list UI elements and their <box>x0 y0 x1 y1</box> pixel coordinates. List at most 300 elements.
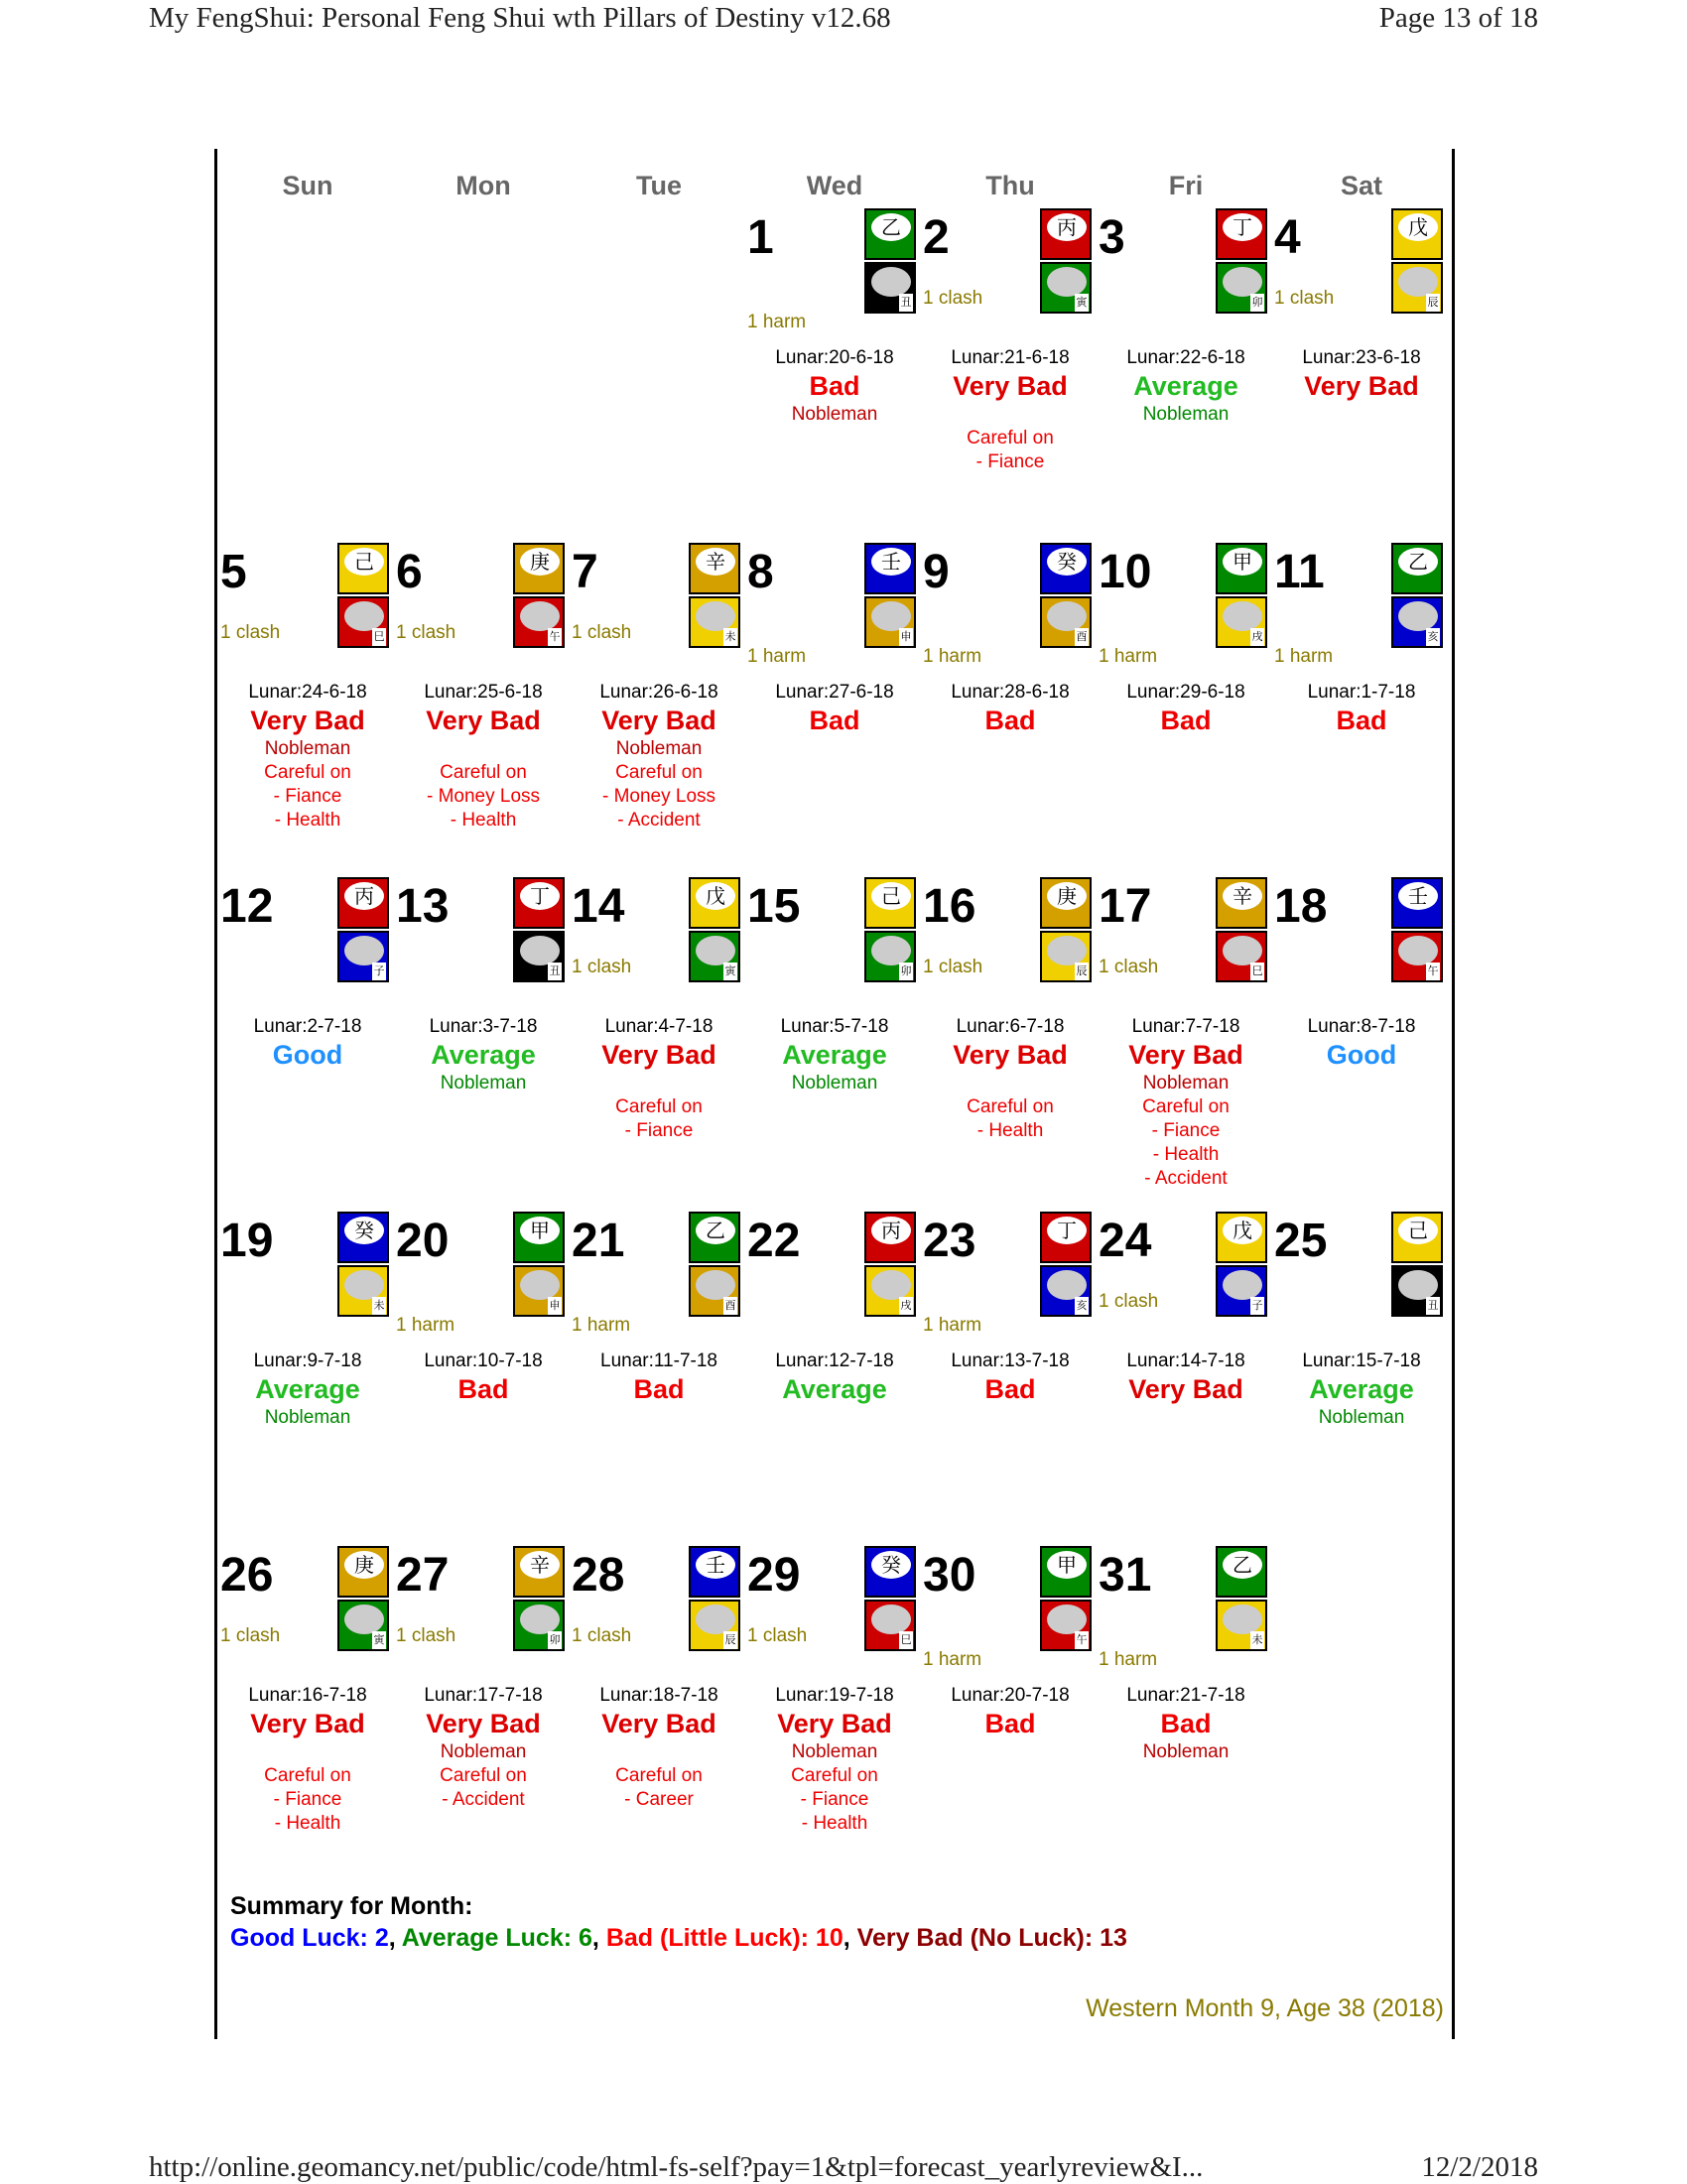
day-cell <box>572 1546 746 1873</box>
zodiac-animal-icon <box>871 601 911 631</box>
pillar-badge-icon <box>689 877 740 984</box>
lunar-date: Lunar:10-7-18 <box>424 1350 543 1371</box>
lunar-date: Lunar:1-7-18 <box>1307 682 1416 703</box>
earthly-branch-icon <box>864 1265 916 1317</box>
heavenly-stem-icon <box>1040 543 1092 594</box>
lunar-date: Lunar:26-6-18 <box>599 682 718 703</box>
nobleman-label: Nobleman <box>440 1073 527 1093</box>
lunar-date: Lunar:24-6-18 <box>248 682 367 703</box>
day-cell <box>396 1212 571 1539</box>
lunar-date: Lunar:27-6-18 <box>775 682 894 703</box>
heavenly-stem-icon <box>689 1546 740 1598</box>
day-details <box>572 1740 746 1812</box>
heavenly-stem-icon <box>513 1212 565 1263</box>
day-rating: Bad <box>809 371 860 401</box>
stem-char: 丁 <box>1223 213 1262 241</box>
day-rating: Average <box>255 1374 360 1404</box>
weekday-tue: Tue <box>636 171 682 200</box>
zodiac-animal-icon <box>1398 936 1438 965</box>
branch-char: 亥 <box>1426 628 1440 646</box>
day-cell <box>1099 1546 1273 1873</box>
day-details <box>572 737 746 833</box>
lunar-date: Lunar:18-7-18 <box>599 1685 718 1706</box>
pillar-badge-icon <box>864 1546 916 1653</box>
day-rating: Very Bad <box>250 1709 365 1738</box>
pillar-badge-icon <box>1391 877 1443 984</box>
day-note: 1 clash <box>1099 957 1159 977</box>
nobleman-label: Nobleman <box>1142 1741 1230 1762</box>
earthly-branch-icon <box>1216 262 1267 314</box>
stem-char: 甲 <box>1047 1551 1087 1579</box>
day-cell <box>572 877 746 1205</box>
lunar-date: Lunar:23-6-18 <box>1302 347 1421 368</box>
pillar-badge-icon <box>864 543 916 650</box>
careful-item: - Fiance <box>800 1789 869 1810</box>
lunar-date: Lunar:15-7-18 <box>1302 1350 1421 1371</box>
day-number: 28 <box>572 1549 625 1602</box>
stem-char: 乙 <box>696 1217 735 1244</box>
zodiac-animal-icon <box>1047 1270 1087 1300</box>
branch-char: 辰 <box>723 1631 737 1649</box>
day-cell <box>220 877 395 1205</box>
zodiac-animal-icon <box>344 1270 384 1300</box>
lunar-date: Lunar:14-7-18 <box>1126 1350 1245 1371</box>
day-number: 7 <box>572 546 598 598</box>
day-number: 12 <box>220 880 274 933</box>
careful-item: - Health <box>274 1813 341 1834</box>
day-rating: Average <box>1133 371 1238 401</box>
day-details <box>923 1072 1098 1143</box>
branch-char: 丑 <box>1426 1297 1440 1315</box>
branch-char: 卯 <box>1250 294 1264 312</box>
lunar-date: Lunar:29-6-18 <box>1126 682 1245 703</box>
branch-char: 辰 <box>1426 294 1440 312</box>
day-rating: Very Bad <box>601 1040 716 1070</box>
branch-char: 午 <box>548 628 562 646</box>
pillar-badge-icon <box>689 1212 740 1319</box>
heavenly-stem-icon <box>864 208 916 260</box>
earthly-branch-icon <box>864 931 916 982</box>
careful-item: - Health <box>450 810 517 831</box>
heavenly-stem-icon <box>1391 543 1443 594</box>
weekday-thu: Thu <box>985 171 1035 200</box>
earthly-branch-icon <box>864 262 916 314</box>
careful-item: - Fiance <box>624 1120 694 1141</box>
day-note: 1 clash <box>396 1625 456 1646</box>
lunar-date: Lunar:8-7-18 <box>1307 1016 1416 1037</box>
careful-on-label: Careful on <box>615 1096 703 1117</box>
day-number: 18 <box>1274 880 1328 933</box>
earthly-branch-icon <box>1040 262 1092 314</box>
day-cell <box>923 1546 1098 1873</box>
branch-char: 卯 <box>899 963 913 980</box>
day-details <box>1274 1406 1449 1430</box>
stem-char: 戊 <box>1398 213 1438 241</box>
stem-char: 壬 <box>696 1551 735 1579</box>
branch-char: 卯 <box>548 1631 562 1649</box>
day-rating: Bad <box>984 1374 1036 1404</box>
earthly-branch-icon <box>513 931 565 982</box>
day-number: 19 <box>220 1215 274 1267</box>
month-summary <box>230 1890 1127 1954</box>
branch-char: 寅 <box>372 1631 386 1649</box>
day-number: 16 <box>923 880 976 933</box>
day-rating: Very Bad <box>601 1709 716 1738</box>
day-rating: Good <box>272 1040 343 1070</box>
day-rating: Very Bad <box>601 706 716 735</box>
branch-char: 未 <box>1250 1631 1264 1649</box>
day-note: 1 clash <box>396 622 456 643</box>
lunar-date: Lunar:5-7-18 <box>780 1016 889 1037</box>
branch-char: 寅 <box>723 963 737 980</box>
pillar-badge-icon <box>1216 208 1267 316</box>
branch-char: 巳 <box>899 1631 913 1649</box>
earthly-branch-icon <box>513 596 565 648</box>
nobleman-label: Nobleman <box>1142 404 1230 425</box>
earthly-branch-icon <box>1216 1265 1267 1317</box>
heavenly-stem-icon <box>864 1212 916 1263</box>
heavenly-stem-icon <box>337 877 389 929</box>
stem-char: 己 <box>1398 1217 1438 1244</box>
earthly-branch-icon <box>1040 1265 1092 1317</box>
branch-char: 巳 <box>1250 963 1264 980</box>
day-number: 27 <box>396 1549 450 1602</box>
branch-char: 寅 <box>1075 294 1089 312</box>
day-rating: Bad <box>1160 706 1212 735</box>
weekday-sat: Sat <box>1340 171 1383 200</box>
zodiac-animal-icon <box>696 1270 735 1300</box>
day-note: 1 clash <box>220 622 281 643</box>
lunar-date: Lunar:9-7-18 <box>253 1350 362 1371</box>
pillar-badge-icon <box>864 877 916 984</box>
earthly-branch-icon <box>1216 596 1267 648</box>
careful-item: - Fiance <box>1151 1120 1221 1141</box>
stem-char: 丙 <box>1047 213 1087 241</box>
day-details <box>220 737 395 833</box>
day-rating: Very Bad <box>426 706 541 735</box>
day-cell <box>923 208 1098 536</box>
earthly-branch-icon <box>1391 596 1443 648</box>
stem-char: 癸 <box>344 1217 384 1244</box>
day-cell <box>572 543 746 870</box>
zodiac-animal-icon <box>520 1605 560 1634</box>
day-number: 31 <box>1099 1549 1152 1602</box>
summary-title: Summary for Month: <box>230 1892 473 1920</box>
lunar-date: Lunar:21-7-18 <box>1126 1685 1245 1706</box>
stem-char: 壬 <box>871 548 911 576</box>
day-note: 1 harm <box>1099 646 1158 667</box>
lunar-date: Lunar:13-7-18 <box>951 1350 1070 1371</box>
day-number: 17 <box>1099 880 1152 933</box>
zodiac-animal-icon <box>1223 267 1262 297</box>
day-note: 1 harm <box>923 646 982 667</box>
stem-char: 乙 <box>1398 548 1438 576</box>
lunar-date: Lunar:7-7-18 <box>1131 1016 1240 1037</box>
left-rule <box>214 149 217 2039</box>
stem-char: 丁 <box>1047 1217 1087 1244</box>
day-details <box>747 1072 922 1095</box>
careful-item: - Health <box>801 1813 868 1834</box>
earthly-branch-icon <box>864 596 916 648</box>
day-rating: Bad <box>1160 1709 1212 1738</box>
day-cell <box>747 877 922 1205</box>
zodiac-animal-icon <box>1223 1270 1262 1300</box>
day-details <box>572 1072 746 1143</box>
day-note: 1 clash <box>572 1625 632 1646</box>
day-note: 1 harm <box>1099 1649 1158 1670</box>
day-note: 1 clash <box>923 288 983 309</box>
lunar-date: Lunar:25-6-18 <box>424 682 543 703</box>
day-rating: Very Bad <box>953 1040 1068 1070</box>
careful-on-label: Careful on <box>615 1765 703 1786</box>
heavenly-stem-icon <box>1040 1546 1092 1598</box>
day-number: 9 <box>923 546 950 598</box>
pillar-badge-icon <box>513 877 565 984</box>
day-rating: Good <box>1326 1040 1397 1070</box>
stem-char: 庚 <box>1047 882 1087 910</box>
day-note: 1 clash <box>747 1625 808 1646</box>
earthly-branch-icon <box>864 1600 916 1651</box>
heavenly-stem-icon <box>1216 208 1267 260</box>
zodiac-animal-icon <box>1047 267 1087 297</box>
day-number: 3 <box>1099 211 1125 264</box>
earthly-branch-icon <box>337 1600 389 1651</box>
earthly-branch-icon <box>337 1265 389 1317</box>
zodiac-animal-icon <box>1223 601 1262 631</box>
branch-char: 丑 <box>548 963 562 980</box>
careful-item: - Fiance <box>273 786 342 807</box>
nobleman-label: Nobleman <box>264 1407 351 1428</box>
day-cell <box>747 1546 922 1873</box>
pillar-badge-icon <box>337 877 389 984</box>
nobleman-label: Nobleman <box>791 1073 878 1093</box>
lunar-date: Lunar:21-6-18 <box>951 347 1070 368</box>
pillar-badge-icon <box>864 1212 916 1319</box>
day-cell <box>1099 877 1273 1205</box>
day-cell <box>923 877 1098 1205</box>
pillar-badge-icon <box>513 1212 565 1319</box>
day-note: 1 harm <box>747 312 807 332</box>
pillar-badge-icon <box>864 208 916 316</box>
branch-char: 酉 <box>1075 628 1089 646</box>
weekday-fri: Fri <box>1168 171 1204 200</box>
careful-item: - Health <box>976 1120 1044 1141</box>
heavenly-stem-icon <box>337 1546 389 1598</box>
weekday-mon: Mon <box>455 171 511 200</box>
careful-item: - Fiance <box>975 451 1045 472</box>
pillar-badge-icon <box>1216 1546 1267 1653</box>
day-number: 14 <box>572 880 625 933</box>
day-details <box>1099 1740 1273 1764</box>
zodiac-animal-icon <box>696 936 735 965</box>
western-month-label: Western Month 9, Age 38 (2018) <box>1086 1994 1444 2022</box>
careful-item: - Accident <box>442 1789 525 1810</box>
careful-on-label: Careful on <box>791 1765 878 1786</box>
pillar-badge-icon <box>1040 877 1092 984</box>
heavenly-stem-icon <box>513 543 565 594</box>
earthly-branch-icon <box>1216 931 1267 982</box>
nobleman-label: Nobleman <box>264 738 351 759</box>
nobleman-label: Nobleman <box>1142 1073 1230 1093</box>
day-cell <box>1099 543 1273 870</box>
day-note: 1 harm <box>572 1315 631 1336</box>
day-rating: Very Bad <box>1128 1374 1243 1404</box>
lunar-date: Lunar:3-7-18 <box>429 1016 538 1037</box>
stem-char: 丙 <box>871 1217 911 1244</box>
careful-on-label: Careful on <box>615 762 703 783</box>
day-note: 1 harm <box>1274 646 1334 667</box>
day-note: 1 harm <box>396 1315 455 1336</box>
day-cell <box>396 877 571 1205</box>
day-rating: Very Bad <box>426 1709 541 1738</box>
day-number: 11 <box>1274 546 1325 598</box>
day-details <box>747 403 922 427</box>
day-rating: Average <box>431 1040 536 1070</box>
branch-char: 午 <box>1075 1631 1089 1649</box>
earthly-branch-icon <box>1391 1265 1443 1317</box>
day-cell <box>923 1212 1098 1539</box>
stem-char: 戊 <box>696 882 735 910</box>
day-cell <box>923 543 1098 870</box>
heavenly-stem-icon <box>864 877 916 929</box>
zodiac-animal-icon <box>1398 267 1438 297</box>
zodiac-animal-icon <box>696 1605 735 1634</box>
day-number: 4 <box>1274 211 1301 264</box>
pillar-badge-icon <box>337 1546 389 1653</box>
heavenly-stem-icon <box>864 1546 916 1598</box>
zodiac-animal-icon <box>344 1605 384 1634</box>
heavenly-stem-icon <box>337 1212 389 1263</box>
stem-char: 己 <box>344 548 384 576</box>
day-number: 21 <box>572 1215 625 1267</box>
summary-counts: Good Luck: 2, Average Luck: 6, Bad (Little Luck): 10, Very Bad (No Luck): 13 <box>230 1924 1127 1952</box>
day-details <box>220 1740 395 1836</box>
day-number: 15 <box>747 880 801 933</box>
branch-char: 丑 <box>899 294 913 312</box>
pillar-badge-icon <box>689 543 740 650</box>
branch-char: 亥 <box>1075 1297 1089 1315</box>
heavenly-stem-icon <box>1391 877 1443 929</box>
heavenly-stem-icon <box>689 877 740 929</box>
right-rule <box>1452 149 1455 2039</box>
day-cell <box>572 1212 746 1539</box>
heavenly-stem-icon <box>1040 1212 1092 1263</box>
careful-item: - Money Loss <box>426 786 541 807</box>
branch-char: 巳 <box>372 628 386 646</box>
stem-char: 辛 <box>1223 882 1262 910</box>
branch-char: 辰 <box>1075 963 1089 980</box>
earthly-branch-icon <box>689 1265 740 1317</box>
zodiac-animal-icon <box>1223 936 1262 965</box>
branch-char: 子 <box>1250 1297 1264 1315</box>
lunar-date: Lunar:28-6-18 <box>951 682 1070 703</box>
pillar-badge-icon <box>1391 543 1443 650</box>
zodiac-animal-icon <box>344 601 384 631</box>
day-cell <box>220 1212 395 1539</box>
careful-item: - Fiance <box>273 1789 342 1810</box>
nobleman-label: Nobleman <box>1318 1407 1405 1428</box>
heavenly-stem-icon <box>1216 1546 1267 1598</box>
day-number: 30 <box>923 1549 976 1602</box>
day-note: 1 clash <box>1274 288 1335 309</box>
careful-item: - Accident <box>1144 1168 1228 1189</box>
day-note: 1 harm <box>923 1315 982 1336</box>
footer-url[interactable]: http://online.geomancy.net/public/code/html-fs-self?pay=1&tpl=forecast_yearlyreview&I... <box>149 2151 1204 2183</box>
zodiac-animal-icon <box>1047 601 1087 631</box>
heavenly-stem-icon <box>337 543 389 594</box>
day-note: 1 clash <box>572 622 632 643</box>
day-number: 23 <box>923 1215 976 1267</box>
zodiac-animal-icon <box>696 601 735 631</box>
day-rating: Very Bad <box>953 371 1068 401</box>
branch-char: 申 <box>548 1297 562 1315</box>
day-note: 1 clash <box>220 1625 281 1646</box>
day-cell <box>1274 877 1449 1205</box>
stem-char: 乙 <box>1223 1551 1262 1579</box>
day-rating: Bad <box>984 1709 1036 1738</box>
lunar-date: Lunar:4-7-18 <box>604 1016 714 1037</box>
heavenly-stem-icon <box>1216 543 1267 594</box>
lunar-date: Lunar:2-7-18 <box>253 1016 362 1037</box>
stem-char: 甲 <box>1223 548 1262 576</box>
zodiac-animal-icon <box>520 601 560 631</box>
stem-char: 丙 <box>344 882 384 910</box>
heavenly-stem-icon <box>1216 1212 1267 1263</box>
heavenly-stem-icon <box>689 543 740 594</box>
stem-char: 己 <box>871 882 911 910</box>
careful-on-label: Careful on <box>967 428 1054 449</box>
footer-date: 12/2/2018 <box>1421 2151 1538 2183</box>
day-rating: Average <box>782 1040 887 1070</box>
careful-on-label: Careful on <box>967 1096 1054 1117</box>
zodiac-animal-icon <box>1047 1605 1087 1634</box>
stem-char: 庚 <box>520 548 560 576</box>
earthly-branch-icon <box>337 596 389 648</box>
lunar-date: Lunar:20-7-18 <box>951 1685 1070 1706</box>
day-cell <box>396 543 571 870</box>
day-note: 1 clash <box>572 957 632 977</box>
stem-char: 壬 <box>1398 882 1438 910</box>
zodiac-animal-icon <box>520 936 560 965</box>
day-number: 2 <box>923 211 950 264</box>
careful-item: - Health <box>274 810 341 831</box>
day-rating: Bad <box>809 706 860 735</box>
earthly-branch-icon <box>1040 596 1092 648</box>
stem-char: 癸 <box>871 1551 911 1579</box>
branch-char: 未 <box>372 1297 386 1315</box>
day-rating: Very Bad <box>250 706 365 735</box>
pillar-badge-icon <box>1040 1212 1092 1319</box>
summary-very-bad: Very Bad (No Luck): 13 <box>856 1924 1127 1952</box>
zodiac-animal-icon <box>871 936 911 965</box>
earthly-branch-icon <box>1391 931 1443 982</box>
earthly-branch-icon <box>1391 262 1443 314</box>
zodiac-animal-icon <box>344 936 384 965</box>
careful-item: - Money Loss <box>601 786 716 807</box>
weekday-wed: Wed <box>806 171 863 200</box>
earthly-branch-icon <box>513 1265 565 1317</box>
stem-char: 甲 <box>520 1217 560 1244</box>
heavenly-stem-icon <box>1040 208 1092 260</box>
earthly-branch-icon <box>689 596 740 648</box>
lunar-date: Lunar:16-7-18 <box>248 1685 367 1706</box>
branch-char: 酉 <box>723 1297 737 1315</box>
pillar-badge-icon <box>689 1546 740 1653</box>
day-note: 1 harm <box>923 1649 982 1670</box>
day-rating: Very Bad <box>777 1709 892 1738</box>
day-details <box>396 1740 571 1812</box>
day-number: 24 <box>1099 1215 1152 1267</box>
